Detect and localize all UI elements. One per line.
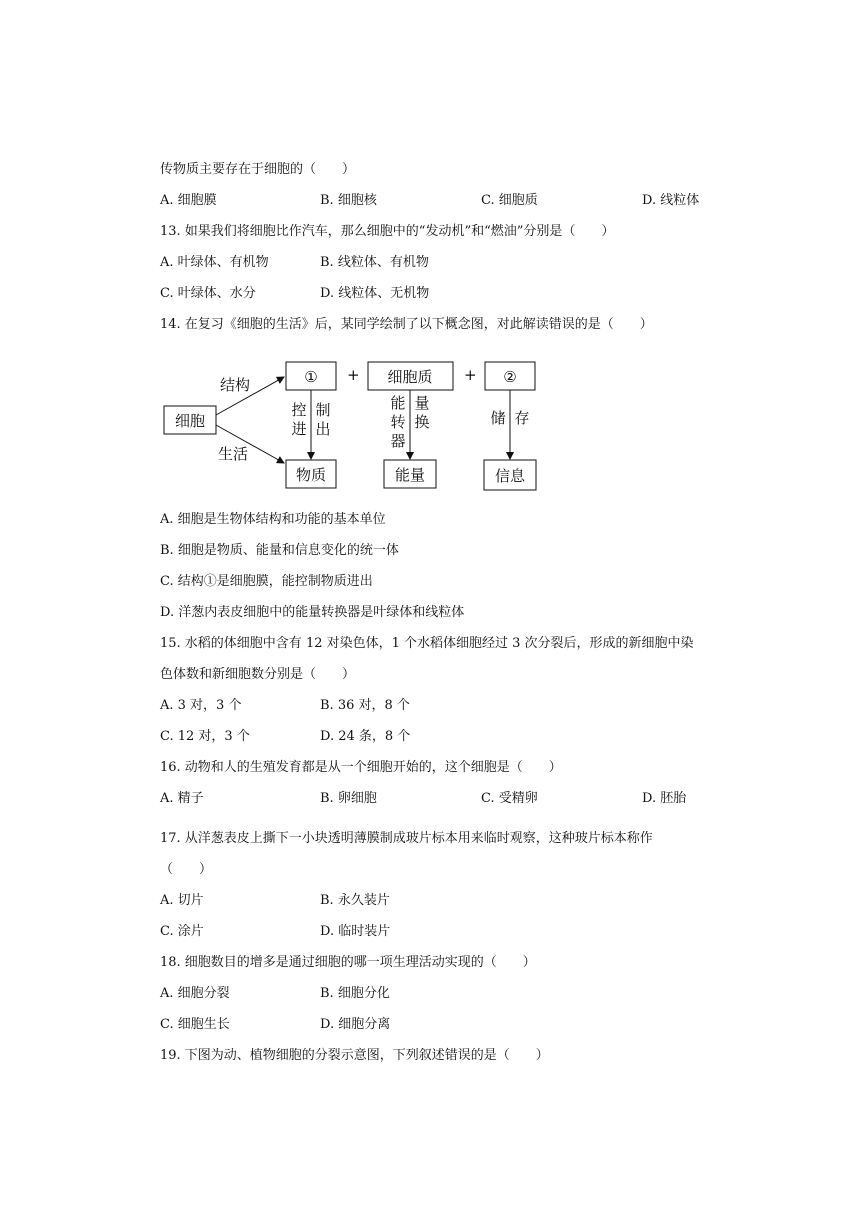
matter-box bbox=[286, 460, 336, 488]
q12-option-a: A. 细胞膜 bbox=[160, 193, 217, 208]
q14-option-d: D. 洋葱内表皮细胞中的能量转换器是叶绿体和线粒体 bbox=[160, 605, 465, 620]
store-col1: 储 bbox=[490, 409, 506, 427]
matter-label: 物质 bbox=[295, 466, 327, 484]
life-label: 生活 bbox=[218, 445, 249, 463]
control-col2: 制出 bbox=[315, 401, 331, 438]
q17-stem-line1: 17. 从洋葱表皮上撕下一小块透明薄膜制成玻片标本用来临时观察，这种玻片标本称作 bbox=[160, 831, 653, 846]
q14-stem: 14. 在复习《细胞的生活》后，某同学绘制了以下概念图，对此解读错误的是（ ） bbox=[160, 317, 653, 332]
q13-stem: 13. 如果我们将细胞比作汽车，那么细胞中的“发动机”和“燃油”分别是（ ） bbox=[160, 224, 615, 239]
q15-option-d: D. 24 条，8 个 bbox=[320, 729, 411, 744]
info-box bbox=[484, 460, 536, 490]
cytoplasm-box bbox=[368, 362, 453, 390]
q13-option-d: D. 线粒体、无机物 bbox=[320, 286, 430, 301]
q16-option-c: C. 受精卵 bbox=[481, 791, 538, 806]
q13-option-a: A. 叶绿体、有机物 bbox=[160, 255, 269, 270]
q18-option-d: D. 细胞分离 bbox=[320, 1017, 391, 1032]
q12-stem-tail: 传物质主要存在于细胞的（ ） bbox=[160, 162, 356, 177]
store-col2: 存 bbox=[514, 409, 530, 427]
cell-box bbox=[164, 406, 216, 434]
q14-option-a: A. 细胞是生物体结构和功能的基本单位 bbox=[160, 512, 386, 527]
q16-option-b: B. 卵细胞 bbox=[320, 791, 377, 806]
q14-option-c: C. 结构①是细胞膜，能控制物质进出 bbox=[160, 574, 373, 589]
q17-option-d: D. 临时装片 bbox=[320, 924, 391, 939]
energy-label: 能量 bbox=[394, 466, 426, 484]
cytoplasm-label: 细胞质 bbox=[387, 368, 433, 386]
q15-option-a: A. 3 对，3 个 bbox=[160, 698, 242, 713]
q12-option-d: D. 线粒体 bbox=[642, 193, 700, 208]
q12-option-b: B. 细胞核 bbox=[320, 193, 377, 208]
concept-map bbox=[160, 355, 550, 495]
box-1 bbox=[286, 362, 336, 390]
q16-option-a: A. 精子 bbox=[160, 791, 204, 806]
info-label: 信息 bbox=[494, 467, 526, 485]
box-2 bbox=[485, 362, 535, 390]
q13-option-b: B. 线粒体、有机物 bbox=[320, 255, 429, 270]
energy-col1: 能转器 bbox=[390, 394, 406, 450]
q12-option-c: C. 细胞质 bbox=[481, 193, 538, 208]
q18-stem: 18. 细胞数目的增多是通过细胞的哪一项生理活动实现的（ ） bbox=[160, 955, 536, 970]
q19-stem: 19. 下图为动、植物细胞的分裂示意图，下列叙述错误的是（ ） bbox=[160, 1048, 549, 1063]
q15-option-c: C. 12 对，3 个 bbox=[160, 729, 250, 744]
box-2-label: ② bbox=[503, 368, 517, 386]
q18-option-b: B. 细胞分化 bbox=[320, 986, 390, 1001]
q17-option-c: C. 涂片 bbox=[160, 924, 204, 939]
q15-stem-line1: 15. 水稻的体细胞中含有 12 对染色体，1 个水稻体细胞经过 3 次分裂后，形成的新细胞中染 bbox=[160, 636, 694, 651]
plus-2: + bbox=[464, 366, 477, 384]
box-1-label: ① bbox=[304, 368, 318, 386]
q16-option-d: D. 胚胎 bbox=[642, 791, 687, 806]
q17-option-b: B. 永久装片 bbox=[320, 893, 390, 908]
q14-option-b: B. 细胞是物质、能量和信息变化的统一体 bbox=[160, 543, 399, 558]
plus-1: + bbox=[347, 366, 360, 384]
energy-box bbox=[384, 460, 436, 488]
control-col1: 控进 bbox=[291, 401, 307, 438]
q16-stem: 16. 动物和人的生殖发育都是从一个细胞开始的，这个细胞是（ ） bbox=[160, 760, 562, 775]
q13-option-c: C. 叶绿体、水分 bbox=[160, 286, 256, 301]
structure-label: 结构 bbox=[220, 376, 251, 394]
q18-option-a: A. 细胞分裂 bbox=[160, 986, 230, 1001]
q15-stem-line2: 色体数和新细胞数分别是（ ） bbox=[160, 667, 356, 682]
concept-map-svg bbox=[160, 355, 550, 495]
q18-option-c: C. 细胞生长 bbox=[160, 1017, 230, 1032]
q17-option-a: A. 切片 bbox=[160, 893, 204, 908]
cell-label: 细胞 bbox=[174, 412, 206, 430]
q15-option-b: B. 36 对，8 个 bbox=[320, 698, 410, 713]
q17-stem-line2: （ ） bbox=[160, 862, 213, 877]
energy-col2: 量换 bbox=[414, 394, 430, 431]
